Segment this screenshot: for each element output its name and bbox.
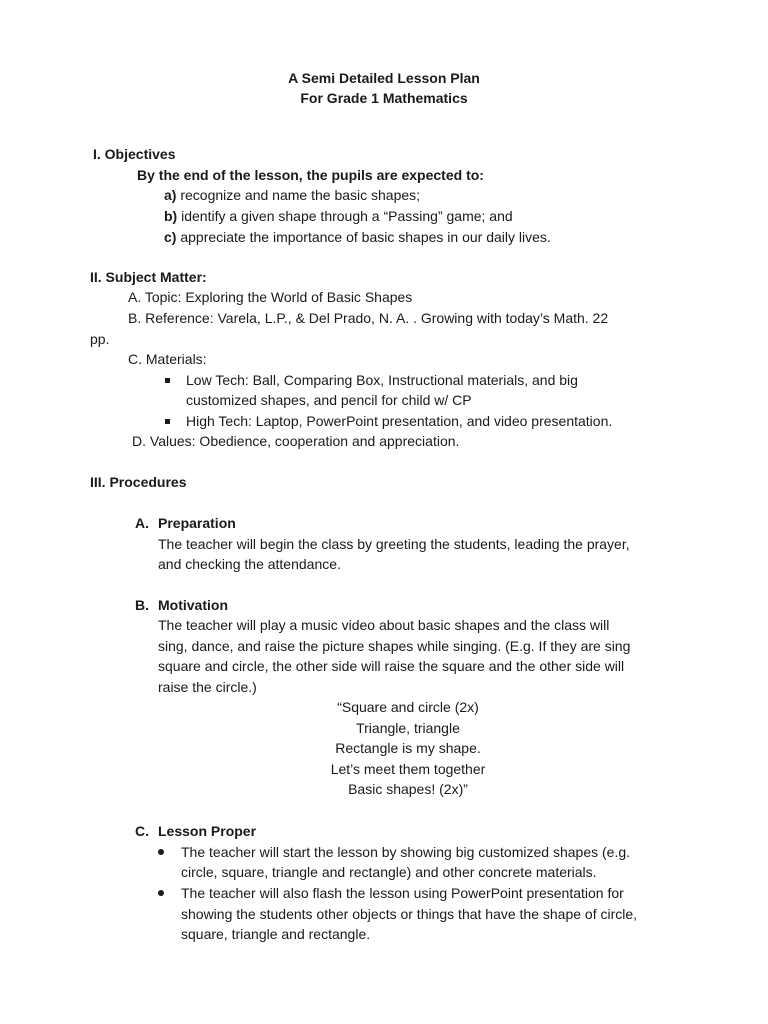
song-line: Triangle, triangle [356, 720, 460, 736]
low-tech-item: Low Tech: Ball, Comparing Box, Instructional materials, and big [186, 372, 578, 388]
objective-item: b) identify a given shape through a “Passing” game; and [164, 208, 513, 224]
lesson-proper-title: Lesson Proper [158, 823, 257, 839]
preparation-marker: A. [135, 515, 149, 531]
motivation-text: sing, dance, and raise the picture shapes while singing. (E.g. If they are sing [158, 638, 631, 654]
subject-matter-heading: II. Subject Matter: [90, 269, 207, 285]
song-line: Basic shapes! (2x)” [348, 781, 468, 797]
motivation-text: square and circle, the other side will raise the square and the other side will [158, 658, 625, 674]
preparation-text: The teacher will begin the class by greeting the students, leading the prayer, [158, 536, 630, 552]
materials-label: C. Materials: [128, 351, 207, 367]
lesson-proper-bullet: The teacher will also flash the lesson using PowerPoint presentation for [181, 885, 624, 901]
procedures-heading: III. Procedures [90, 474, 187, 490]
preparation-text: and checking the attendance. [158, 556, 341, 572]
square-bullet-icon [165, 371, 170, 389]
document-title: A Semi Detailed Lesson Plan [288, 70, 480, 86]
reference-line: B. Reference: Varela, L.P., & Del Prado, N. A. . Growing with today’s Math. 22 [128, 310, 609, 326]
preparation-title: Preparation [158, 515, 236, 531]
song-line: Let’s meet them together [330, 761, 486, 777]
objective-item: c) appreciate the importance of basic shapes in our daily lives. [164, 229, 551, 245]
objectives-heading: I. Objectives [93, 146, 176, 162]
motivation-title: Motivation [158, 597, 228, 613]
lesson-proper-bullet-continued: circle, square, triangle and rectangle) and other concrete materials. [181, 864, 597, 880]
values-line: D. Values: Obedience, cooperation and appreciation. [132, 433, 460, 449]
round-bullet-icon [158, 843, 164, 861]
song-line: Rectangle is my shape. [335, 740, 481, 756]
motivation-text: raise the circle.) [158, 679, 257, 695]
lesson-proper-marker: C. [135, 823, 149, 839]
document-subtitle: For Grade 1 Mathematics [300, 90, 468, 106]
objective-item: a) recognize and name the basic shapes; [164, 187, 421, 203]
lesson-proper-bullet: The teacher will start the lesson by showing big customized shapes (e.g. [181, 844, 631, 860]
low-tech-item-continued: customized shapes, and pencil for child w/ CP [186, 392, 472, 408]
lesson-proper-bullet-continued: square, triangle and rectangle. [181, 926, 371, 942]
motivation-text: The teacher will play a music video about basic shapes and the class will [158, 617, 610, 633]
objectives-intro: By the end of the lesson, the pupils are expected to: [137, 167, 484, 183]
square-bullet-icon [165, 412, 170, 430]
round-bullet-icon [158, 884, 164, 902]
song-line: “Square and circle (2x) [337, 699, 479, 715]
topic-line: A. Topic: Exploring the World of Basic Shapes [128, 289, 413, 305]
high-tech-item: High Tech: Laptop, PowerPoint presentation, and video presentation. [186, 413, 613, 429]
motivation-marker: B. [135, 597, 149, 613]
reference-line-continued: pp. [90, 331, 110, 347]
lesson-proper-bullet-continued: showing the students other objects or things that have the shape of circle, [181, 906, 638, 922]
